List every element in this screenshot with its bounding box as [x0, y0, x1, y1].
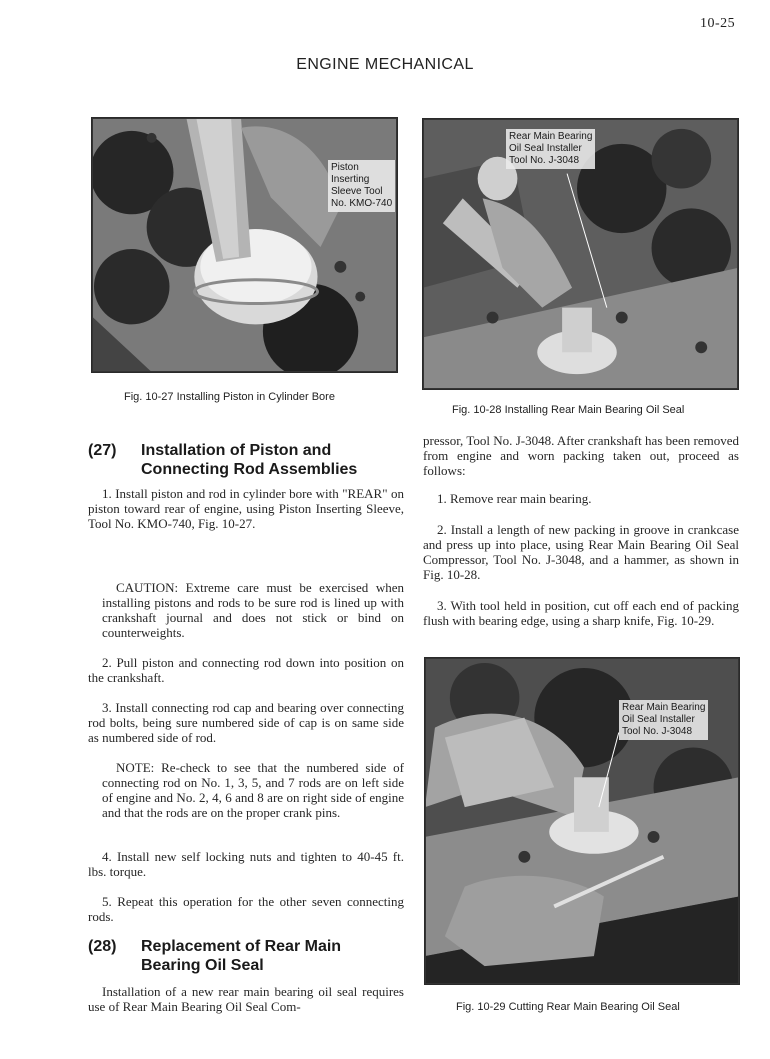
figure-10-27-callout	[328, 160, 395, 212]
page-number: 10-25	[700, 16, 736, 31]
caution-text: CAUTION: Extreme care must be exercised when installing pistons and rods to be sure rod is lined up with crankshaft journal and does not stick or bind on counterweights.	[102, 580, 404, 640]
section-title: Installation of Piston and	[141, 442, 332, 459]
section-title: Replacement of Rear Main	[141, 938, 342, 955]
section-27-step-4: 4. Install new self locking nuts and tighten to 40-45 ft. lbs. torque.	[88, 849, 404, 879]
section-28-step-3: 3. With tool held in position, cut off each end of packing flush with bearing edge, using a sharp knife, Fig. 10-29.	[423, 598, 739, 628]
section-28-step-1: 1. Remove rear main bearing.	[437, 491, 592, 506]
callout-line: Rear Main Bearing	[622, 702, 706, 713]
section-27-note	[102, 760, 404, 820]
callout-line: Oil Seal Installer	[622, 714, 695, 725]
section-27-step-1: 1. Install piston and rod in cylinder bore with "REAR" on piston toward rear of engine, using Piston Inserting Sleeve, Tool No. KMO-740, Fig. 10-27.	[88, 486, 404, 531]
section-27-step-5: 5. Repeat this operation for the other seven connecting rods.	[88, 894, 404, 924]
figure-10-27-caption: Fig. 10-27 Installing Piston in Cylinder Bore	[124, 391, 335, 403]
callout-line: Tool No. J-3048	[509, 155, 580, 166]
section-28-intro: Installation of a new rear main bearing oil seal requires use of Rear Main Bearing Oil Seal Com-	[88, 984, 404, 1014]
figure-10-28-photo	[422, 118, 739, 390]
section-28-intro-continued: pressor, Tool No. J-3048. After crankshaft has been removed from engine and worn packing taken out, proceed as follows:	[423, 433, 739, 478]
callout-line: Piston	[331, 162, 359, 173]
section-title: Connecting Rod Assemblies	[141, 461, 358, 478]
figure-10-29-photo	[424, 657, 740, 985]
section-28-step-2: 2. Install a length of new packing in groove in crankcase and press up into place, using Rear Main Bearing Oil Seal Compressor, Tool No. J-3048, and a hammer, as shown in Fig. 10-28.	[423, 522, 739, 582]
figure-10-27-photo	[91, 117, 398, 373]
callout-line: No. KMO-740	[331, 198, 393, 209]
callout-line: Oil Seal Installer	[509, 143, 582, 154]
section-27-step-2: 2. Pull piston and connecting rod down into position on the crankshaft.	[88, 655, 404, 685]
figure-10-29-callout	[619, 700, 708, 740]
section-number: (27)	[88, 442, 117, 459]
section-28-heading	[88, 937, 341, 975]
section-27-heading	[88, 441, 357, 479]
callout-line: Rear Main Bearing	[509, 131, 593, 142]
callout-line: Tool No. J-3048	[622, 726, 693, 737]
page-title: ENGINE MECHANICAL	[296, 56, 474, 73]
section-27-caution	[102, 580, 404, 640]
section-number: (28)	[88, 938, 117, 955]
section-title: Bearing Oil Seal	[141, 957, 264, 974]
note-text: NOTE: Re-check to see that the numbered side of connecting rod on No. 1, 3, 5, and 7 rods are on left side of engine and No. 2, 4, 6 and 8 are on right side of engine and that the rods are on the proper crank pins.	[102, 760, 404, 820]
callout-line: Sleeve Tool	[331, 186, 383, 197]
figure-10-28-caption: Fig. 10-28 Installing Rear Main Bearing Oil Seal	[452, 404, 685, 416]
callout-line: Inserting	[331, 174, 370, 185]
figure-10-29-caption: Fig. 10-29 Cutting Rear Main Bearing Oil Seal	[456, 1001, 680, 1013]
figure-10-28-callout	[506, 129, 595, 169]
section-27-step-3: 3. Install connecting rod cap and bearing over connecting rod bolts, being sure numbered side of cap is on same side as numbered side of rod.	[88, 700, 404, 745]
